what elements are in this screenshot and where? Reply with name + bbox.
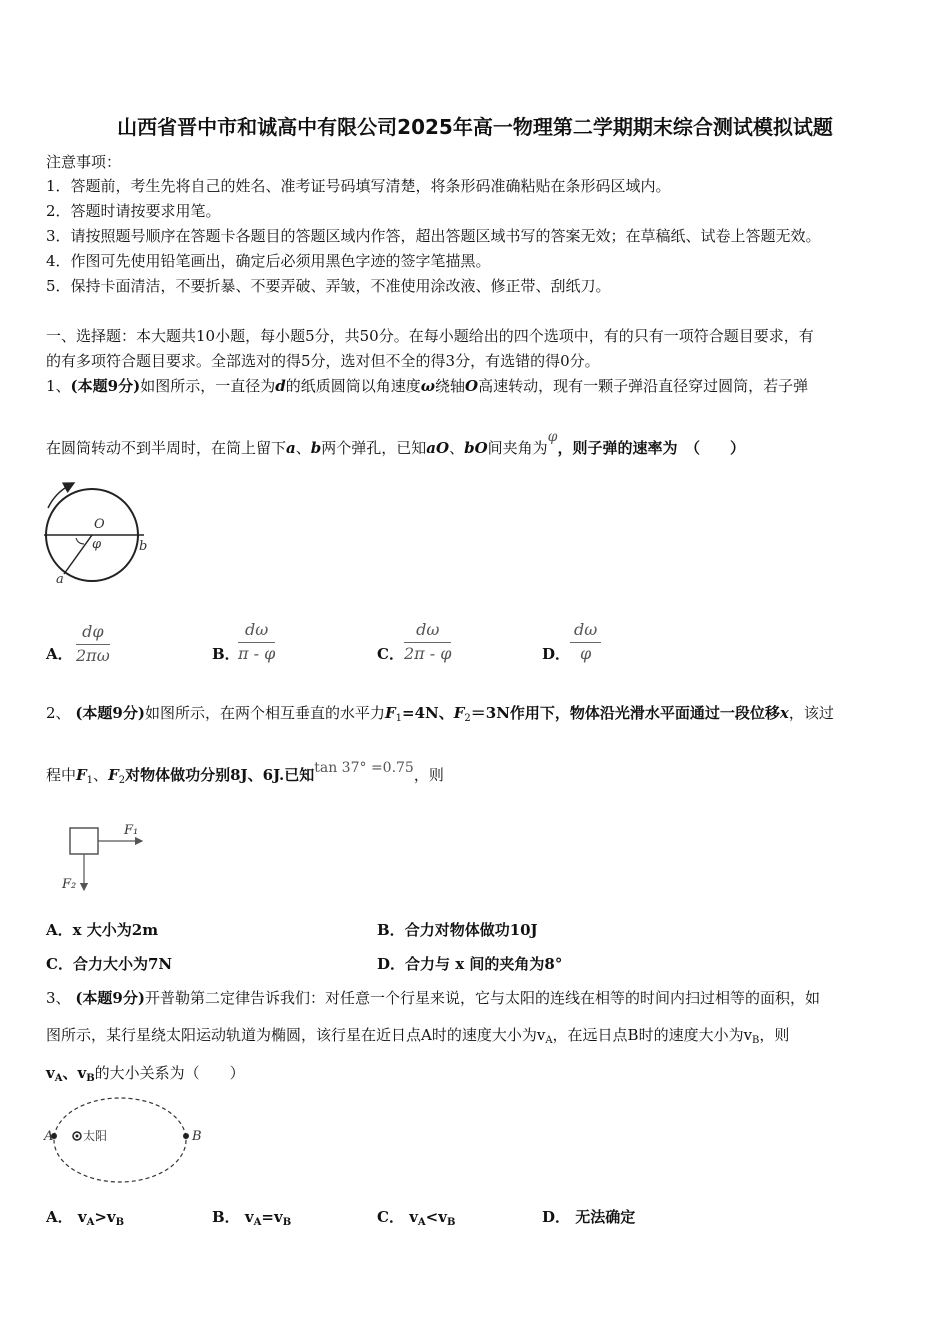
q1-text: 、	[449, 439, 465, 457]
q2-text: ＝3N作用下，物体沿光滑水平面通过一段位移	[470, 704, 780, 722]
notice-item: 1．答题前，考生先将自己的姓名、准考证号码填写清楚，将条形码准确粘贴在条形码区域内。	[46, 177, 671, 195]
q1-text: 绕轴	[435, 377, 466, 395]
q1-option-d-den: φ	[580, 644, 592, 663]
q1-label-O: O	[94, 517, 105, 532]
q2-force-figure	[60, 818, 160, 896]
q3-line2	[46, 1025, 789, 1045]
q3-option-a-text: >v	[94, 1208, 116, 1226]
q1-var-bO: bO	[464, 439, 488, 457]
q1-text: 、	[295, 439, 311, 457]
q2-text: 程中	[46, 766, 77, 784]
q3-option-c-text: <v	[425, 1208, 447, 1226]
q3-line1	[46, 988, 820, 1008]
q3-sub: A	[417, 1217, 426, 1228]
q3-option-d	[542, 1207, 635, 1227]
q3-sub: A	[86, 1217, 95, 1228]
section-intro-line1: 一、选择题：本大题共10小题，每小题5分，共50分。在每小题给出的四个选项中，有的只有一项符合题目要求，有	[46, 327, 814, 345]
q1-var-b: b	[310, 439, 322, 457]
q1-var-aO: aO	[426, 439, 450, 457]
q1-var-omega: ω	[420, 377, 436, 395]
q3-sub: A	[545, 1035, 553, 1046]
q2-formula: tan 37° =0.75	[314, 760, 414, 776]
q1-option-c-fraction	[404, 620, 451, 665]
q2-option-a	[46, 920, 158, 940]
q3-option-c-label: C．	[377, 1208, 404, 1226]
notice-heading: 注意事项：	[46, 153, 122, 171]
q1-option-a-fraction	[76, 622, 110, 667]
q2-var-F: F	[384, 704, 396, 722]
q2-var-F: F	[108, 766, 119, 784]
q1-option-b-fraction	[238, 620, 275, 665]
q3-points: (本题9分)	[75, 989, 145, 1007]
q1-var-O: O	[465, 377, 479, 395]
q3-option-d-text: 无法确定	[575, 1208, 636, 1226]
notice-item: 3．请按照题号顺序在答题卡各题目的答题区域内作答，超出答题区域书写的答案无效；在草稿纸、试卷上答题无效。	[46, 227, 821, 245]
q3-option-c	[377, 1207, 455, 1227]
q3-option-b	[212, 1207, 291, 1227]
q2-sub: 2	[464, 713, 471, 724]
q2-label-F2: F₂	[62, 877, 77, 892]
q1-text: 如图所示，一直径为	[140, 377, 276, 395]
q1-var-a: a	[286, 439, 296, 457]
q2-option-c-text: 合力大小为7N	[72, 955, 173, 973]
q2-var-F: F	[76, 766, 87, 784]
q3-sub: A	[253, 1217, 262, 1228]
q1-var-d: d	[275, 377, 286, 395]
q2-option-d	[377, 954, 562, 974]
q3-label-A: A	[44, 1129, 54, 1144]
q1-text: 的纸质圆筒以角速度	[285, 377, 421, 395]
q2-option-a-text: x 大小为2m	[72, 921, 159, 939]
q2-text: 、	[93, 766, 109, 784]
q3-sub: B	[115, 1217, 125, 1228]
q3-line3	[46, 1063, 245, 1083]
q3-sub: B	[282, 1217, 292, 1228]
notice-item: 5．保持卡面清洁，不要折暴、不要弄破、弄皱，不准使用涂改液、修正带、刮纸刀。	[46, 277, 611, 295]
q2-option-a-label: A．	[46, 921, 73, 939]
q3-text: 的大小关系为（ ）	[94, 1064, 245, 1082]
q3-option-d-label: D．	[542, 1208, 571, 1226]
q2-number: 2、	[46, 704, 71, 722]
q3-sub: B	[86, 1073, 95, 1084]
q2-option-b	[377, 920, 538, 940]
q1-option-b-den: π - φ	[238, 644, 276, 663]
q2-label-F1: F₁	[124, 823, 139, 838]
q2-line1	[46, 703, 834, 723]
q3-option-a-text: v	[77, 1208, 87, 1226]
q2-option-b-text: 合力对物体做功10J	[404, 921, 538, 939]
q2-option-d-label: D．	[377, 955, 406, 973]
q3-option-c-text: v	[409, 1208, 418, 1226]
q1-label-a: a	[56, 572, 64, 587]
q2-option-c	[46, 954, 172, 974]
q2-sub: 2	[118, 775, 126, 786]
q3-text: ，则	[759, 1026, 790, 1044]
q1-text: 两个弹孔，已知	[321, 439, 427, 457]
q1-label-phi: φ	[92, 537, 102, 552]
q1-cylinder-figure	[40, 480, 160, 590]
q2-points: (本题9分)	[75, 704, 145, 722]
q1-points: (本题9分)	[70, 377, 141, 395]
q1-phi-symbol: φ	[547, 429, 558, 445]
q2-text: =4N、	[402, 704, 454, 722]
q3-text: v	[77, 1064, 87, 1082]
q1-option-a-den: 2πω	[76, 646, 110, 665]
q1-option-b-label: B．	[212, 645, 240, 663]
q2-option-d-text: 合力与 x 间的夹角为8°	[405, 955, 563, 973]
q3-option-a	[46, 1207, 124, 1227]
q1-label-b: b	[139, 539, 148, 554]
q1-line1	[46, 376, 808, 396]
q3-text: 开普勒第二定律告诉我们：对任意一个行星来说，它与太阳的连线在相等的时间内扫过相等的面积，如	[144, 989, 820, 1007]
q1-option-d-fraction	[570, 620, 601, 665]
q3-sub: A	[54, 1073, 63, 1084]
q1-text: 间夹角为	[487, 439, 548, 457]
q2-line2	[46, 760, 444, 786]
q2-sub: 1	[86, 775, 94, 786]
q3-option-b-label: B．	[212, 1208, 240, 1226]
q1-text: 高速转动，现有一颗子弹沿直径穿过圆筒，若子弹	[478, 377, 809, 395]
q2-option-b-label: B．	[377, 921, 405, 939]
notice-item: 2．答题时请按要求用笔。	[46, 202, 221, 220]
q2-var-F: F	[453, 704, 465, 722]
q1-option-d-label: D．	[542, 645, 571, 663]
q1-option-a-num: dφ	[76, 622, 110, 645]
section-intro-line2: 的有多项符合题目要求。全部选对的得5分，选对但不全的得3分，有选错的得0分。	[46, 352, 600, 370]
q1-option-a-label: A．	[46, 645, 73, 663]
q2-option-c-label: C．	[46, 955, 73, 973]
notice-item: 4．作图可先使用铅笔画出，确定后必须用黑色字迹的签字笔描黑。	[46, 252, 491, 270]
q3-text: 、	[62, 1064, 78, 1082]
q1-option-c-label: C．	[377, 645, 404, 663]
q1-line2	[46, 429, 745, 459]
q3-text: 图所示，某行星绕太阳运动轨道为椭圆，该行星在近日点A时的速度大小为v	[46, 1026, 546, 1044]
q2-var-x: x	[779, 704, 789, 722]
q3-sub: B	[752, 1035, 760, 1046]
q3-label-sun: 太阳	[83, 1129, 108, 1143]
q1-option-b-num: dω	[238, 620, 275, 643]
q1-text: 在圆筒转动不到半周时，在筒上留下	[46, 439, 287, 457]
q3-sub: B	[446, 1217, 456, 1228]
q2-text: ，则	[413, 766, 444, 784]
q1-option-c-den: 2π - φ	[404, 644, 452, 663]
q3-orbit-figure	[40, 1095, 210, 1185]
q3-text: v	[46, 1064, 55, 1082]
q2-sub: 1	[395, 713, 403, 724]
q3-option-b-text: =v	[261, 1208, 283, 1226]
q3-text: ，在远日点B时的速度大小为v	[552, 1026, 753, 1044]
q3-option-a-label: A．	[46, 1208, 73, 1226]
q3-option-b-text: v	[244, 1208, 254, 1226]
q3-number: 3、	[46, 989, 71, 1007]
q1-option-d-num: dω	[570, 620, 601, 643]
q1-option-c-num: dω	[404, 620, 451, 643]
q1-text: ，则子弹的速率为 （ ）	[557, 439, 745, 457]
q3-label-B: B	[192, 1129, 202, 1144]
page-title: 山西省晋中市和诚高中有限公司2025年高一物理第二学期期末综合测试模拟试题	[117, 115, 833, 139]
q2-text: ，该过	[788, 704, 834, 722]
q2-text: 如图所示，在两个相互垂直的水平力	[144, 704, 385, 722]
planet-b-icon	[183, 1133, 189, 1139]
q2-text: 对物体做功分别8J、6J.已知	[125, 766, 315, 784]
q1-number: 1、	[46, 377, 71, 395]
